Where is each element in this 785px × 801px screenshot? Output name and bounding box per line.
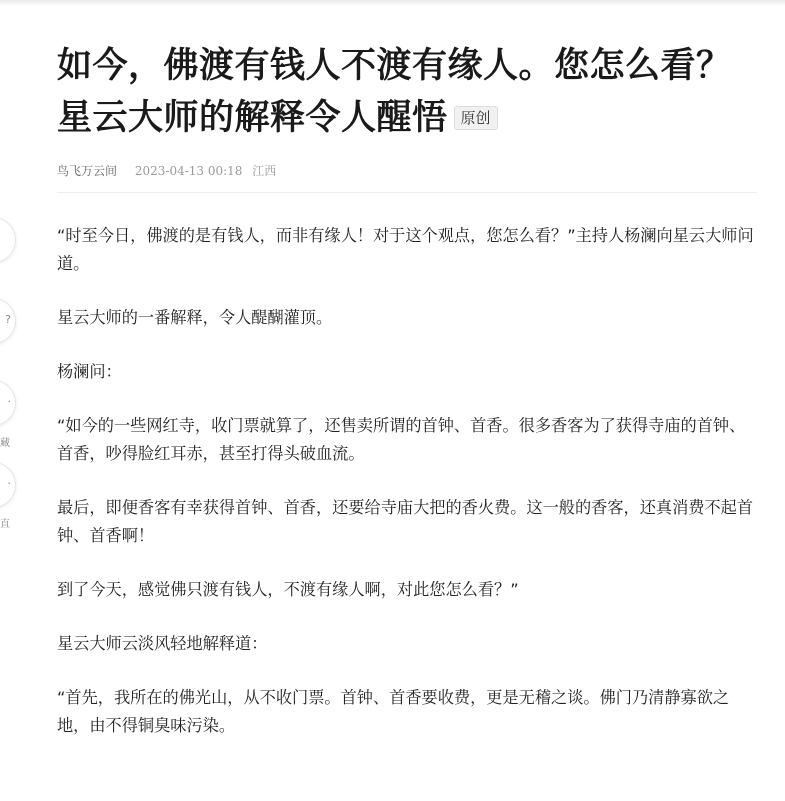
paragraph: 星云大师的一番解释，令人醍醐灌顶。 <box>57 308 333 327</box>
article-meta <box>57 162 757 193</box>
original-badge: 原创 <box>454 106 498 130</box>
side-action-icon-4: · <box>7 477 11 490</box>
article <box>57 40 757 735</box>
side-action-button-1[interactable] <box>0 217 16 263</box>
paragraph: 星云大师云淡风轻地解释道： <box>57 634 268 653</box>
publish-date: 2023-04-13 00:18 <box>134 164 243 178</box>
side-action-button-3[interactable] <box>0 380 16 426</box>
side-action-icon-2: ? <box>5 313 11 326</box>
article-body <box>57 222 757 766</box>
paragraph: 到了今天，感觉佛只渡有钱人，不渡有缘人啊，对此您怎么看？” <box>57 580 519 599</box>
article-title-text: 如今，佛渡有钱人不渡有缘人。您怎么看？星云大师的解释令人醒悟 <box>57 46 732 138</box>
paragraph: “首先，我所在的佛光山，从不收门票。首钟、首香要收费，更是无稽之谈。佛门乃清静寡欲之地，由不得铜臭味污染。 <box>57 688 730 735</box>
side-action-button-4[interactable] <box>0 462 16 508</box>
paragraph: 杨澜问： <box>57 362 122 381</box>
article-title <box>57 40 757 144</box>
top-bar <box>0 0 785 6</box>
publish-location: 江西 <box>252 164 277 178</box>
side-label-collect: 藏 <box>0 438 10 449</box>
paragraph: “时至今日，佛渡的是有钱人，而非有缘人！对于这个观点，您怎么看？”主持人杨澜向星云大师问道。 <box>57 226 754 273</box>
author-link[interactable]: 鸟飞万云间 <box>57 164 118 178</box>
side-action-icon-3: · <box>7 395 11 408</box>
side-label-direct: 直 <box>0 519 10 530</box>
paragraph: “如今的一些网红寺，收门票就算了，还售卖所谓的首钟、首香。很多香客为了获得寺庙的首钟、首香，吵得脸红耳赤，甚至打得头破血流。 <box>57 416 746 463</box>
paragraph: 最后，即便香客有幸获得首钟、首香，还要给寺庙大把的香火费。这一般的香客，还真消费不起首钟、首香啊！ <box>57 498 754 545</box>
side-action-button-2[interactable] <box>0 298 16 344</box>
